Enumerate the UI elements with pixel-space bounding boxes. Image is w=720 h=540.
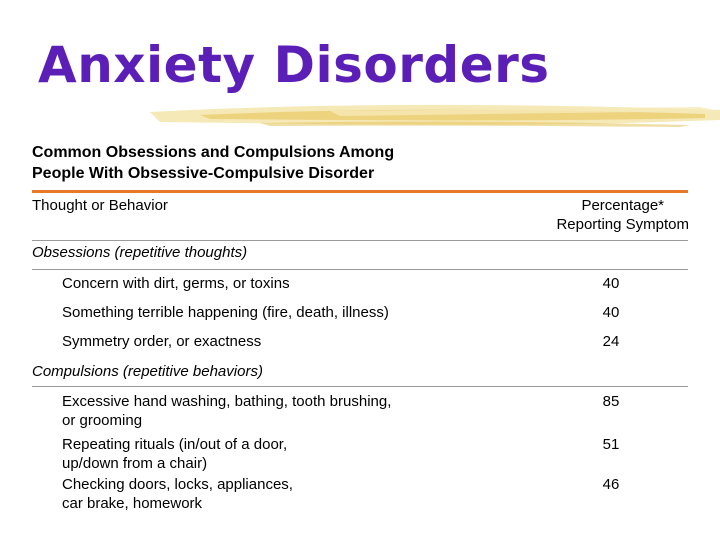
table-row-label-line: up/down from a chair) bbox=[62, 455, 208, 472]
table-row-value: 40 bbox=[602, 275, 620, 292]
table-row-label-line: or grooming bbox=[62, 412, 143, 429]
table-row-label: Something terrible happening (fire, death, illness) bbox=[62, 304, 389, 321]
table-row-label-line: car brake, homework bbox=[62, 495, 203, 512]
column-header-percentage-line-2: Reporting Symptom bbox=[556, 216, 689, 233]
caption-line-1: Common Obsessions and Compulsions Among bbox=[32, 144, 395, 161]
brush-stroke-decoration bbox=[0, 98, 720, 134]
section-heading-compulsions: Compulsions (repetitive behaviors) bbox=[32, 363, 263, 380]
slide-title: Anxiety Disorders bbox=[38, 36, 550, 94]
table-row-value: 24 bbox=[602, 333, 620, 350]
table-row-label-line: Excessive hand washing, bathing, tooth brushing, bbox=[62, 393, 392, 410]
table-row-label bbox=[62, 435, 482, 473]
row-divider bbox=[32, 240, 688, 241]
section-heading-obsessions: Obsessions (repetitive thoughts) bbox=[32, 244, 248, 261]
table-row-value: 51 bbox=[602, 436, 620, 453]
table-row-label-line: Checking doors, locks, appliances, bbox=[62, 476, 293, 493]
column-header-percentage-line-1: Percentage* bbox=[581, 197, 664, 214]
table-row-value: 46 bbox=[602, 476, 620, 493]
column-header-percentage bbox=[556, 196, 689, 234]
row-divider bbox=[32, 269, 688, 270]
header-divider bbox=[32, 190, 688, 193]
table-row-value: 40 bbox=[602, 304, 620, 321]
table-row-label-line: Repeating rituals (in/out of a door, bbox=[62, 436, 288, 453]
table-row-label bbox=[62, 475, 482, 513]
table-row-label: Concern with dirt, germs, or toxins bbox=[62, 275, 290, 292]
caption-line-2: People With Obsessive-Compulsive Disorder bbox=[32, 165, 375, 182]
table-row-value: 85 bbox=[602, 393, 620, 410]
row-divider bbox=[32, 386, 688, 387]
table-caption bbox=[32, 142, 394, 184]
table-row-label bbox=[62, 392, 482, 430]
table-row-label: Symmetry order, or exactness bbox=[62, 333, 262, 350]
column-header-behavior: Thought or Behavior bbox=[32, 197, 168, 214]
